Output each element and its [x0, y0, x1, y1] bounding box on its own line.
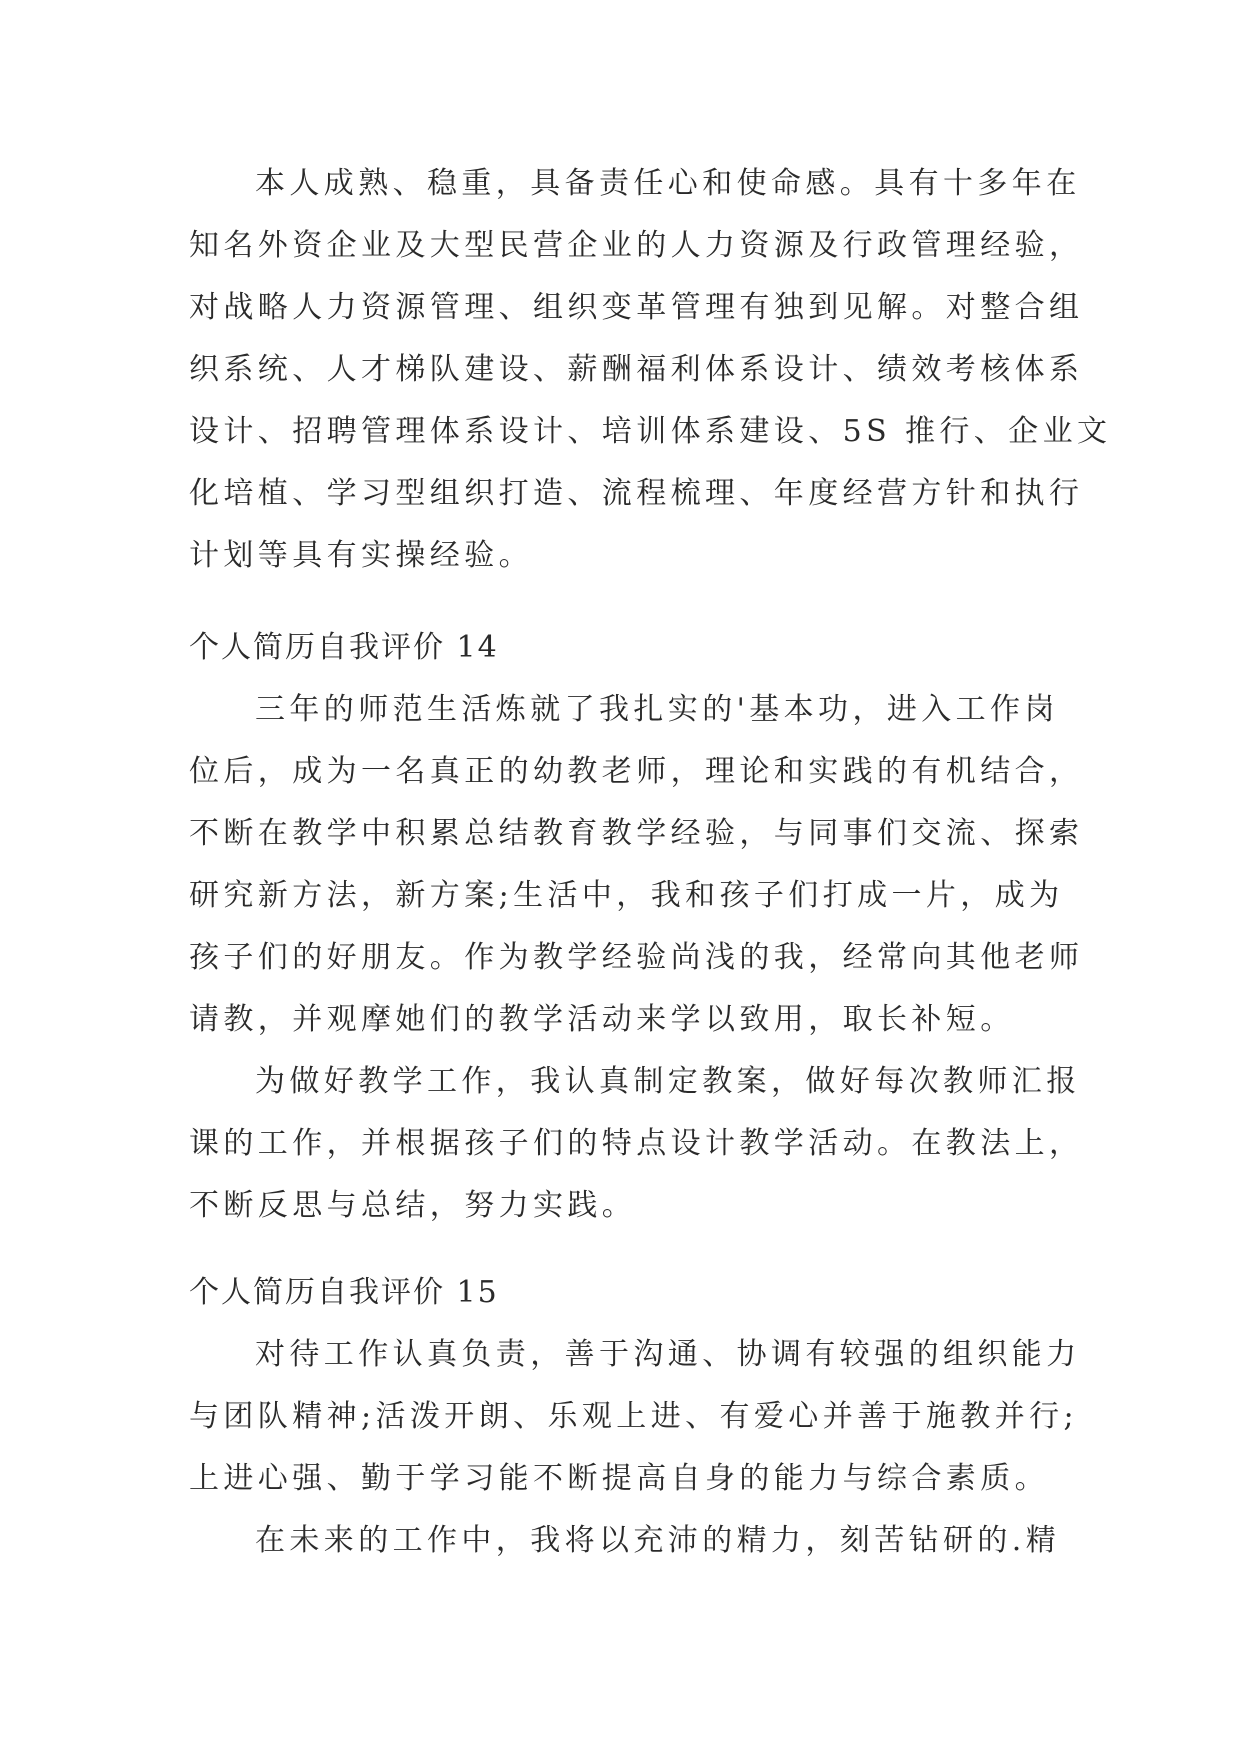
- paragraph-line: 三年的师范生活炼就了我扎实的'基本功，进入工作岗: [255, 692, 1059, 727]
- paragraph-line: 织系统、人才梯队建设、薪酬福利体系设计、绩效考核体系: [189, 352, 1084, 387]
- paragraph-line: 为做好教学工作，我认真制定教案，做好每次教师汇报: [255, 1064, 1081, 1099]
- paragraph-line: 对战略人力资源管理、组织变革管理有独到见解。对整合组: [189, 290, 1084, 325]
- paragraph-line: 位后，成为一名真正的幼教老师，理论和实践的有机结合，: [189, 754, 1084, 789]
- section-14: [189, 617, 1084, 1237]
- section-15: [189, 1262, 1081, 1572]
- paragraph-line: 与团队精神;活泼开朗、乐观上进、有爱心并善于施教并行;: [189, 1399, 1079, 1434]
- section-heading: 个人简历自我评价 14: [189, 630, 499, 665]
- paragraph-line: 不断在教学中积累总结教育教学经验，与同事们交流、探索: [189, 816, 1084, 851]
- paragraph-line: 在未来的工作中，我将以充沛的精力，刻苦钻研的.精: [255, 1523, 1061, 1558]
- paragraph-line: 请教，并观摩她们的教学活动来学以致用，取长补短。: [189, 1002, 1015, 1037]
- paragraph-line: 知名外资企业及大型民营企业的人力资源及行政管理经验，: [189, 228, 1084, 263]
- paragraph-line: 对待工作认真负责，善于沟通、协调有较强的组织能力: [255, 1337, 1081, 1372]
- paragraph-line: 化培植、学习型组织打造、流程梳理、年度经营方针和执行: [189, 476, 1084, 511]
- paragraph-line: 研究新方法，新方案;生活中，我和孩子们打成一片，成为: [189, 878, 1064, 913]
- section-13-body: [189, 153, 1112, 587]
- paragraph-line: 不断反思与总结，努力实践。: [189, 1188, 637, 1223]
- paragraph-line: 计划等具有实操经验。: [189, 538, 533, 573]
- paragraph-line: 上进心强、勤于学习能不断提高自身的能力与综合素质。: [189, 1461, 1049, 1496]
- paragraph-line: 孩子们的好朋友。作为教学经验尚浅的我，经常向其他老师: [189, 940, 1084, 975]
- paragraph-line: 课的工作，并根据孩子们的特点设计教学活动。在教法上，: [189, 1126, 1084, 1161]
- section-heading: 个人简历自我评价 15: [189, 1275, 499, 1310]
- paragraph-line: 设计、招聘管理体系设计、培训体系建设、5S 推行、企业文: [189, 414, 1112, 449]
- paragraph-line: 本人成熟、稳重，具备责任心和使命感。具有十多年在: [255, 166, 1081, 201]
